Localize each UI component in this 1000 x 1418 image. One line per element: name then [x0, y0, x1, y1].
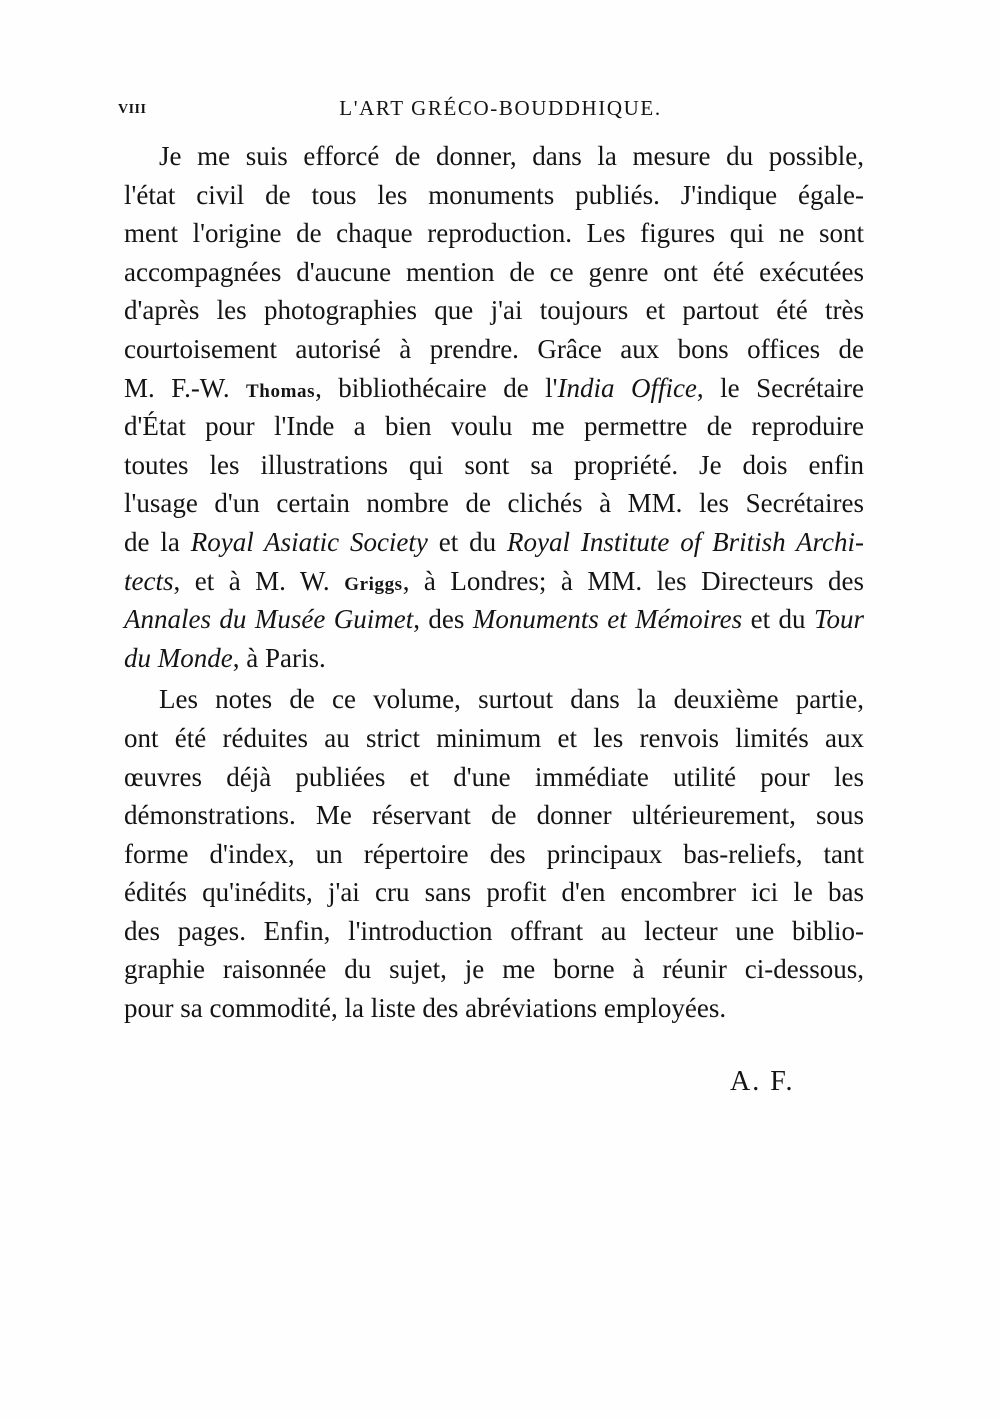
text-line: graphie raisonnée du sujet, je me borne à réunir ci-dessous, [124, 954, 864, 985]
signature-initials: A. F. [730, 1066, 795, 1097]
text-segment: , bibliothécaire de l' [315, 372, 558, 403]
text-line [124, 369, 864, 408]
text-line: démonstrations. Me réservant de donner ultérieurement, sous [124, 800, 864, 831]
text-segment: de la [124, 526, 191, 557]
text-line: l'usage d'un certain nombre de clichés à MM. les Secrétaires [124, 488, 864, 519]
paragraph-2 [124, 680, 864, 1027]
institution-india-office: India Office [557, 372, 697, 403]
text-line [124, 600, 864, 639]
text-line: ont été réduites au strict minimum et les renvois limités aux [124, 722, 864, 753]
text-line: courtoisement autorisé à prendre. Grâce aux bons offices de [124, 333, 864, 364]
page-number: VIII [118, 102, 147, 117]
publication-annales-guimet: Annales du Musée Guimet [124, 604, 414, 635]
institution-royal-asiatic-society: Royal Asiatic Society [190, 526, 428, 557]
institution-royal-institute-cont: tects [124, 565, 174, 596]
text-line: d'après les photographies que j'ai toujours et partout été très [124, 295, 864, 326]
institution-royal-institute: Royal Institute of British Archi- [507, 526, 864, 557]
text-line [124, 523, 864, 562]
text-segment: , le Secrétaire [696, 372, 864, 403]
text-segment: , à Londres; à MM. les Directeurs des [402, 565, 865, 596]
text-line: l'état civil de tous les monuments publiés. J'indique égale- [124, 179, 864, 210]
text-segment: , des [413, 604, 473, 635]
text-line: Je me suis efforcé de donner, dans la mesure du possible, [159, 141, 864, 171]
text-line: œuvres déjà publiées et d'une immédiate utilité pour les [124, 761, 864, 792]
text-line: accompagnées d'aucune mention de ce genre ont été exécutées [124, 256, 864, 287]
publication-tour-du-monde: Tour [813, 604, 864, 635]
publication-tour-du-monde-cont: du Monde [124, 642, 233, 673]
paragraph-1 [124, 137, 864, 677]
body-text [124, 137, 864, 1028]
text-line: forme d'index, un répertoire des principaux bas-reliefs, tant [124, 838, 864, 869]
text-line: ment l'origine de chaque reproduction. Les figures qui ne sont [124, 218, 864, 249]
text-segment: et du [427, 526, 508, 557]
page-header [118, 96, 863, 122]
text-segment: , et à M. W. [173, 565, 345, 596]
text-segment: M. F.-W. [124, 372, 247, 403]
text-line: pour sa commodité, la liste des abréviations employées. [124, 993, 727, 1024]
author-name-thomas: Thomas [246, 380, 316, 402]
running-title: L'ART GRÉCO-BOUDDHIQUE. [339, 96, 662, 120]
text-line: édités qu'inédits, j'ai cru sans profit d'en encombrer ici le bas [124, 877, 864, 908]
text-line: toutes les illustrations qui sont sa propriété. Je dois enfin [124, 449, 864, 480]
text-line [124, 562, 864, 601]
text-line [124, 639, 864, 678]
text-line: des pages. Enfin, l'introduction offrant au lecteur une biblio- [124, 915, 864, 946]
text-line: Les notes de ce volume, surtout dans la deuxième partie, [159, 684, 864, 715]
text-line: d'État pour l'Inde a bien voulu me permettre de reproduire [124, 411, 864, 442]
author-name-griggs: Griggs [344, 573, 403, 595]
publication-monuments-memoires: Monuments et Mémoires [472, 604, 743, 635]
text-segment: et du [742, 604, 814, 635]
text-segment: , à Paris. [232, 642, 326, 673]
